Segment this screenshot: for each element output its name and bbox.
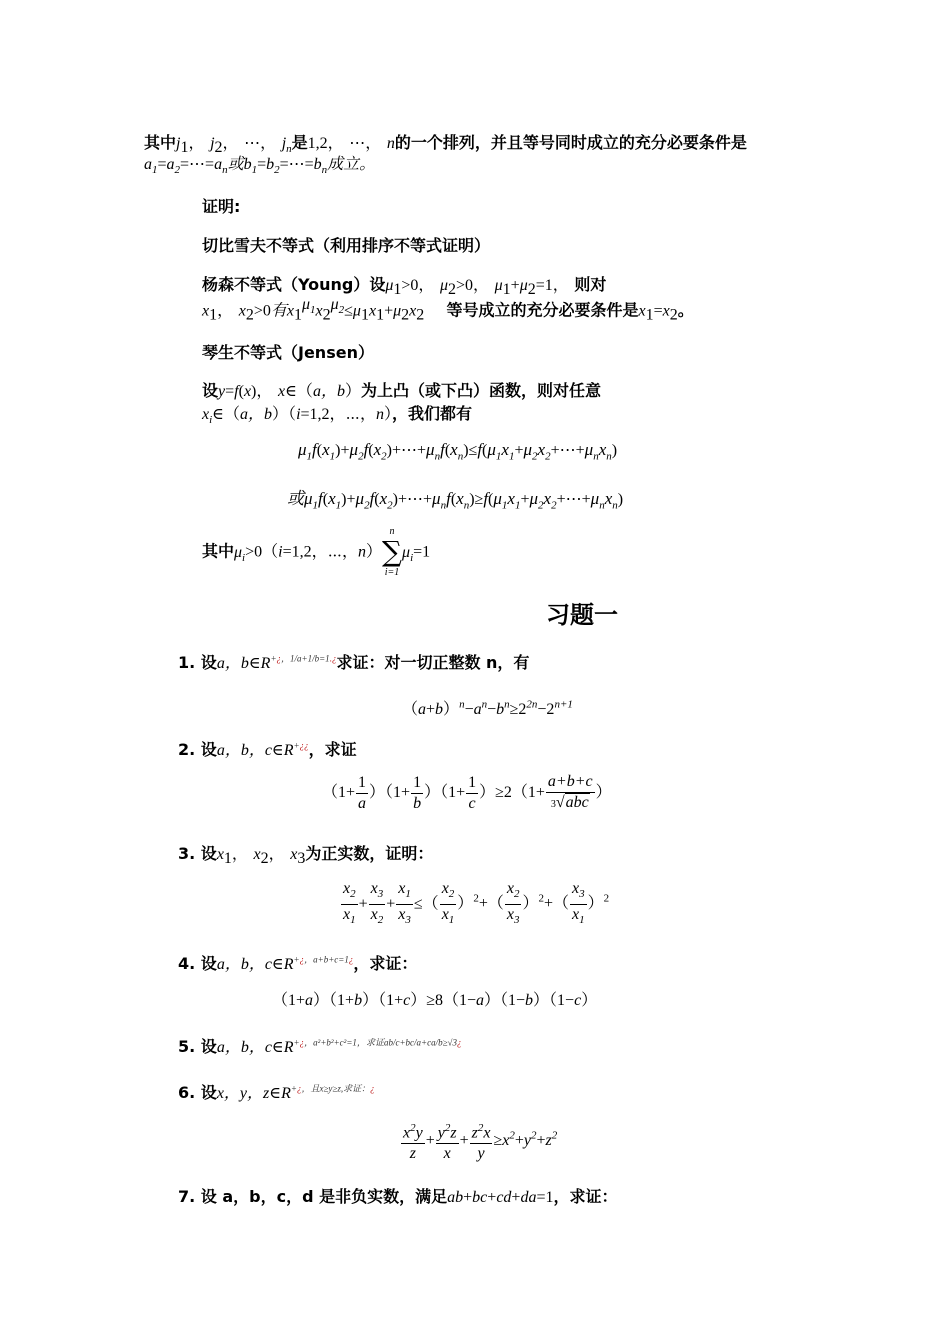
- proof-label: 证明:: [202, 197, 241, 216]
- jensen-line-1: 设y=f(x)， x∈（a，b）为上凸（或下凸）函数，则对任意: [202, 381, 601, 400]
- exercise-2: 2. 设a，b，c∈R+¿¿，求证: [178, 740, 357, 759]
- jensen-where: 其中$\mu_i>0(i=1,2$，⋯，n） n ∑ i=1 $\mu_i=1$: [202, 526, 431, 578]
- chebyshev-heading: 切比雪夫不等式（利用排序不等式证明）: [202, 236, 491, 255]
- exercise-4-formula: （1+a）（1+b）（1+c）≥8（1−a）（1−b）（1−c）: [272, 992, 598, 1009]
- jensen-formula-1: $\mu_1f(x_1)+\mu_2f(x_2)+\cdots+\mu_nf(x_n)\le f(\mu_1x_1+\mu_2x_2+\cdots+\mu_nx_n)$: [298, 440, 618, 463]
- exercise-3-formula: $\frac{x_2}{x_1}$ + $\frac{x_3}{x_2}$ + $\frac{x_1}{x_3}$ ≤（ $\frac{x_2}{x_1}$ ）$^2$+（ $\frac{x_2}{x_3}$ ）$^2$+（ $\frac{x_3}{x_1}$ ）$^2$: [343, 880, 610, 927]
- jensen-heading: 琴生不等式（Jensen）: [202, 343, 374, 362]
- exercise-6: 6. 设x，y，$z\in R^{+¿,且x\ge y\ge z,求证:¿}$: [178, 1083, 375, 1102]
- intro-line-2: $a_1=a_2=\cdots=a_n$或$b_1=b_2=\cdots=b_n$成立。: [144, 156, 376, 177]
- exercise-1-formula: $(a+b)^n-a^n-b^n\ge 2^{2n}-2^{n+1}$: [402, 698, 573, 718]
- exercise-2-formula: （1+ $\frac{1}{a}$ ）（1+ $\frac{1}{b}$ ）（1+ $\frac{1}{c}$ ）≥2（1+ $\frac{a+b+c}{\text{3√abc}}$ ）: [322, 773, 612, 812]
- exercise-3: 3. 设$x_1$， $x_2$， $x_3$为正实数，证明：: [178, 844, 434, 868]
- exercise-1: 1. 设a，$b\in R^{+¿,1/a+1/b=1.¿}$求证：对一切正整数 n，有: [178, 653, 530, 672]
- exercise-7: 7. 设 a，b，c，d 是非负实数，满足ab+bc+cd+da=1，求证：: [178, 1187, 618, 1206]
- exercise-title: 习题一: [546, 601, 618, 629]
- jensen-line-2: $x_i\in(a$，b）（i=1,2，⋯，n），我们都有: [202, 404, 472, 427]
- exercise-6-formula: $\frac{x^2y}{z}$ + $\frac{y^2z}{x}$ + $\frac{z^2x}{y}$ $\ge x^2+y^2+z^2$: [400, 1118, 557, 1164]
- exercise-4: 4. 设a，b，$c\in R^{+¿,a+b+c=1¿}$，求证：: [178, 954, 418, 973]
- young-line-2: $x_1$， $x_2>0$有$x_1^{\mu_1}x_2^{\mu_2}\le\mu_1x_1+\mu_2x_2$ 等号成立的充分必要条件是$x_1=x_2$。: [202, 296, 694, 324]
- intro-line-1: 其中$j_1$， $j_2$， ⋯， $j_n$是1,2， ⋯， n的一个排列，并且等号同时成立的充分必要条件是: [144, 133, 747, 157]
- exercise-5: 5. 设a，b，$c\in R^{+¿,a^2+b^2+c^2=1,求证ab/c+bc/a+ca/b\ge√3¿}$: [178, 1037, 462, 1056]
- young-line-1: 杨森不等式（Young）设$\mu_1>0$， $\mu_2>0$， $\mu_1+\mu_2=1$， 则对: [202, 275, 607, 299]
- jensen-formula-2: 或$\mu_1f(x_1)+\mu_2f(x_2)+\cdots+\mu_nf(x_n)\ge f(\mu_1x_1+\mu_2x_2+\cdots+\mu_nx_n)$: [287, 489, 624, 512]
